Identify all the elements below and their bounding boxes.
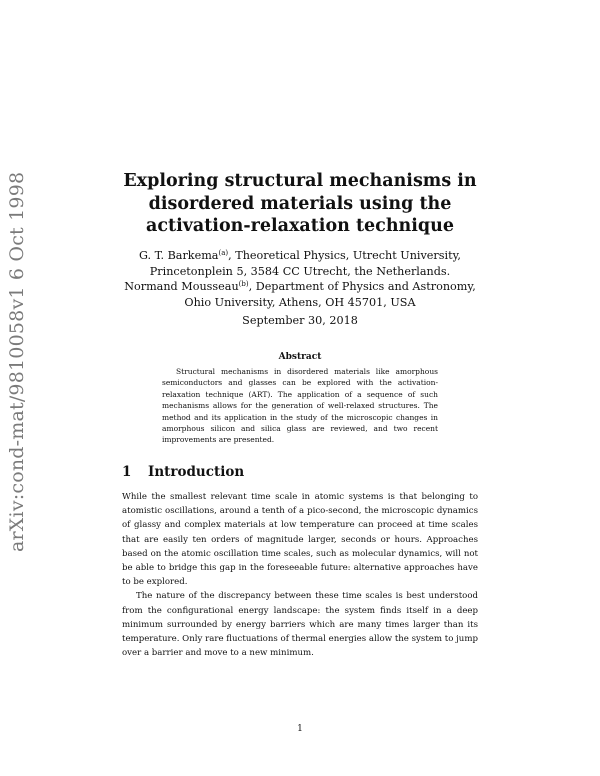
section-heading <box>122 464 478 480</box>
arxiv-identifier-stamp: arXiv:cond-mat/9810058v1 6 Oct 1998 <box>6 171 28 552</box>
author-line <box>80 279 520 295</box>
section-number: 1 <box>122 464 132 480</box>
title-line: activation-relaxation technique <box>145 216 455 236</box>
abstract-heading: Abstract <box>278 352 322 362</box>
abstract-paragraph: Structural mechanisms in disordered materials like amorphous semiconductors and glasses can be explored with the activation-relaxation technique (ART). The application of a sequence of such mechanisms allows for the generation of well-relaxed structures. The method and its application in the study of the microscopic changes in amorphous silicon and silica glass are reviewed, and two recent improvements are presented. <box>162 367 438 445</box>
title-line: disordered materials using the <box>148 193 452 214</box>
page-number: 1 <box>297 724 303 734</box>
paper-title <box>110 170 490 238</box>
affiliation-mark: (a) <box>218 249 229 257</box>
affiliation-address: Ohio University, Athens, OH 45701, USA <box>184 295 416 309</box>
author-name: G. T. Barkema <box>138 249 219 262</box>
affiliation-address: Princetonplein 5, 3584 CC Utrecht, the Netherlands. <box>149 264 451 278</box>
section-body <box>122 490 478 660</box>
author-line <box>80 248 520 264</box>
affiliation-mark: (b) <box>238 280 249 288</box>
title-line: Exploring structural mechanisms in <box>123 171 477 191</box>
affiliation-text: , Theoretical Physics, Utrecht University, <box>228 249 461 262</box>
author-name: Normand Mousseau <box>124 280 239 293</box>
paper-date: September 30, 2018 <box>242 314 358 327</box>
body-paragraph: While the smallest relevant time scale in atomic systems is that belonging to atomistic oscillations, around a tenth of a pico-second, the microscopic dynamics of glassy and complex materials at low temperature can proceed at time scales that are easily ten orders of magnitude larger, seconds or hours. Approaches based on the atomic oscillation time scales, such as molecular dynamics, will not be able to bridge this gap in the foreseeable future: alternative approaches have to be explored. <box>122 492 478 588</box>
section-title: Introduction <box>148 464 245 480</box>
author-block <box>80 248 520 310</box>
affiliation-text: , Department of Physics and Astronomy, <box>248 280 476 293</box>
body-paragraph: The nature of the discrepancy between these time scales is best understood from the configurational energy landscape: the system finds itself in a deep minimum surrounded by energy barriers which are many times larger than its temperature. Only rare fluctuations of thermal energies allow the system to jump over a barrier and move to a new minimum. <box>122 591 478 659</box>
abstract-body <box>162 366 438 446</box>
